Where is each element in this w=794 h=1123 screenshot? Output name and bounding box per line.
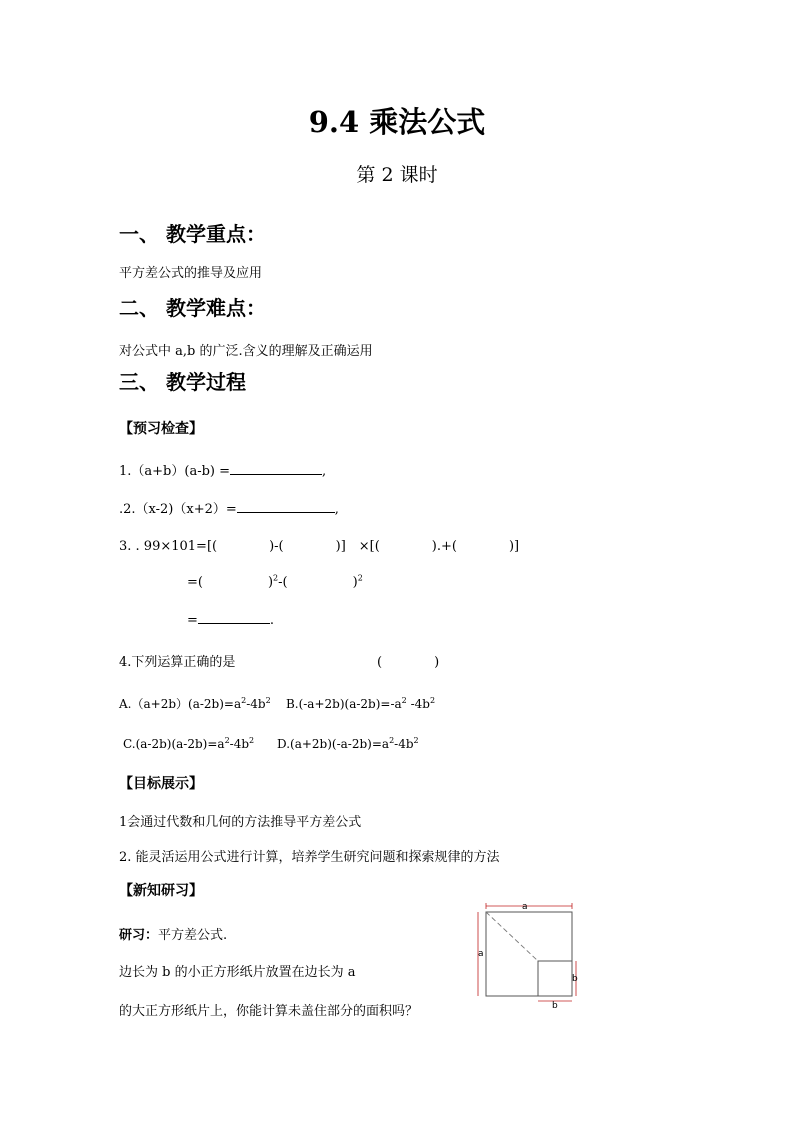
option-a-text-2: -4b xyxy=(246,697,266,711)
goal-2: 2. 能灵活运用公式进行计算，培养学生研究问题和探索规律的方法 xyxy=(119,850,500,865)
option-c xyxy=(123,737,254,751)
option-b-text: B.(-a+2b)(a-2b)=-a xyxy=(285,697,402,711)
answer-blank xyxy=(230,460,322,475)
question-3-line-3 xyxy=(187,609,274,628)
research-line-2: 的大正方形纸片上，你能计算未盖住部分的面积吗？ xyxy=(119,1004,419,1019)
page-subtitle: 第 2 课时 xyxy=(356,164,438,186)
option-c-text-2: -4b xyxy=(229,737,250,751)
q3-part-b: -( ) xyxy=(278,575,358,590)
label-a-top: a xyxy=(522,902,528,912)
dashed-diagonal xyxy=(486,912,538,961)
option-c-text: C.(a-2b)(a-2b)=a xyxy=(123,737,225,751)
square-sup: 2 xyxy=(241,696,247,705)
section-heading-focus: 一、 教学重点： xyxy=(119,222,266,246)
section-heading-difficulty: 二、 教学难点： xyxy=(119,296,266,320)
section-heading-process: 三、 教学过程 xyxy=(119,370,246,394)
option-d-text-2: -4b xyxy=(394,737,414,751)
research-label-line xyxy=(119,924,227,943)
preview-heading: 【预习检查】 xyxy=(119,421,203,437)
answer-blank xyxy=(237,498,335,513)
q3-equals: = xyxy=(187,613,198,628)
square-diagram xyxy=(470,898,582,1010)
square-sup: 2 xyxy=(224,736,230,745)
square-sup: 2 xyxy=(273,573,279,583)
goals-heading: 【目标展示】 xyxy=(119,776,203,792)
answer-blank xyxy=(198,609,270,624)
option-a xyxy=(119,697,271,711)
question-2-end: , xyxy=(334,502,339,517)
question-3-line-2 xyxy=(187,571,363,590)
question-3-line-1: 3. . 99×101=[( )-( )] ×[( ).+( )] xyxy=(119,539,520,554)
option-b xyxy=(286,697,435,711)
options-row-1 xyxy=(119,695,435,712)
section-difficulty-text: 对公式中 a,b 的广泛.含义的理解及正确运用 xyxy=(119,344,373,359)
option-d-text: D.(a+2b)(-a-2b)=a xyxy=(277,737,390,751)
page-title: 9.4 乘法公式 xyxy=(308,105,486,139)
square-sup: 2 xyxy=(389,736,395,745)
research-line-1: 边长为 b 的小正方形纸片放置在边长为 a xyxy=(119,965,356,980)
option-b-text-2: -4b xyxy=(406,697,430,711)
square-sup: 2 xyxy=(401,696,407,705)
square-sup: 2 xyxy=(357,573,363,583)
question-1-text: 1.（a+b）(a-b) = xyxy=(119,464,231,479)
square-sup: 2 xyxy=(249,736,255,745)
research-label: 研习： xyxy=(119,928,159,943)
research-heading: 【新知研习】 xyxy=(119,883,203,899)
question-4: 4.下列运算正确的是 xyxy=(119,655,236,670)
label-a-left: a xyxy=(478,949,484,959)
option-a-text: A.（a+2b）(a-2b)=a xyxy=(119,697,242,711)
question-2-text: .2.（x-2)（x+2）= xyxy=(119,502,237,517)
section-focus-text: 平方差公式的推导及应用 xyxy=(119,266,263,281)
question-1 xyxy=(119,460,326,479)
question-2 xyxy=(119,498,339,517)
q3-part-a: =( ) xyxy=(187,575,274,590)
square-sup: 2 xyxy=(429,696,436,705)
q3-end: . xyxy=(269,613,275,628)
square-sup: 2 xyxy=(265,696,271,705)
option-d xyxy=(277,737,419,751)
options-row-2 xyxy=(123,736,419,751)
goal-1: 1会通过代数和几何的方法推导平方差公式 xyxy=(119,815,362,830)
square-sup: 2 xyxy=(413,736,419,745)
label-b-right: b xyxy=(572,974,578,984)
research-label-text: 平方差公式. xyxy=(158,928,228,943)
question-4-answer-paren: ( ) xyxy=(377,655,440,670)
question-1-end: , xyxy=(322,464,327,479)
label-b-bottom: b xyxy=(552,1001,558,1010)
small-square xyxy=(538,961,572,996)
